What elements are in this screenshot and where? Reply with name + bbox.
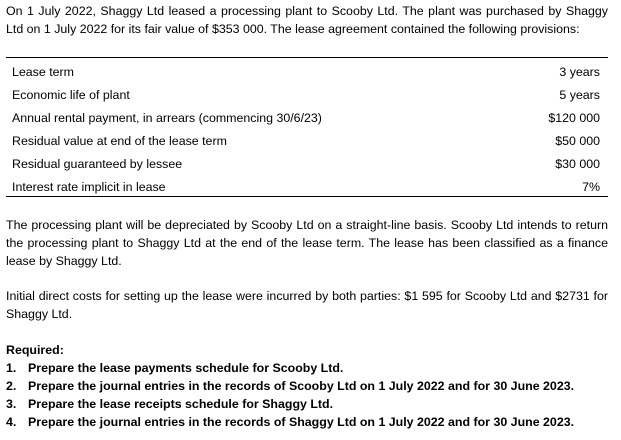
required-section [6, 341, 608, 431]
required-item-number: 2. [6, 379, 17, 393]
provision-row-lease-term [6, 61, 608, 83]
provision-label: Lease term [12, 65, 74, 79]
required-list [6, 359, 608, 431]
provision-label: Residual value at end of the lease term [12, 134, 227, 148]
required-item-text: Prepare the journal entries in the records of Shaggy Ltd on 1 July 2022 and for 30 June 2023. [28, 415, 575, 429]
provision-label: Interest rate implicit in lease [12, 180, 166, 194]
required-item-number: 4. [6, 415, 17, 429]
required-item-text: Prepare the journal entries in the records of Scooby Ltd on 1 July 2022 and for 30 June 2023. [28, 379, 575, 393]
lease-provisions-table [6, 57, 608, 197]
provision-value: $50 000 [555, 134, 600, 148]
provision-row-guaranteed-residual [6, 153, 608, 175]
required-item-number: 1. [6, 361, 17, 375]
provision-value: $120 000 [548, 111, 600, 125]
provision-label: Economic life of plant [12, 88, 130, 102]
provision-row-residual-value [6, 130, 608, 152]
required-item-text: Prepare the lease receipts schedule for Shaggy Ltd. [28, 397, 334, 411]
provision-label: Residual guaranteed by lessee [12, 157, 183, 171]
provision-value: 5 years [559, 88, 600, 102]
table-bottom-rule [6, 196, 608, 197]
depreciation-paragraph: The processing plant will be depreciated by Scooby Ltd on a straight-line basis. Scooby Ltd intends to return the processing plant to Shaggy Ltd at the end of the lease term. The lease has been classified as a finance lease by Shaggy Ltd. [6, 218, 608, 268]
provision-row-economic-life [6, 84, 608, 106]
required-heading: Required: [6, 343, 64, 357]
provision-value: 7% [582, 180, 600, 194]
provision-value: $30 000 [555, 157, 600, 171]
provision-label: Annual rental payment, in arrears (commencing 30/6/23) [12, 111, 322, 125]
provision-row-annual-rental [6, 107, 608, 129]
required-item-number: 3. [6, 397, 17, 411]
required-item [6, 377, 608, 395]
initial-costs-paragraph: Initial direct costs for setting up the lease were incurred by both parties: $1 595 for Scooby Ltd and $2731 for Shaggy Ltd. [6, 289, 608, 321]
intro-paragraph: On 1 July 2022, Shaggy Ltd leased a processing plant to Scooby Ltd. The plant was purchased by Shaggy Ltd on 1 July 2022 for its fair value of $353 000. The lease agreement contained the following provisions: [6, 4, 608, 36]
provision-value: 3 years [559, 65, 600, 79]
required-item [6, 413, 608, 431]
required-item [6, 395, 608, 413]
required-item [6, 359, 608, 377]
provision-row-interest-rate [6, 176, 608, 198]
required-item-text: Prepare the lease payments schedule for Scooby Ltd. [28, 361, 344, 375]
